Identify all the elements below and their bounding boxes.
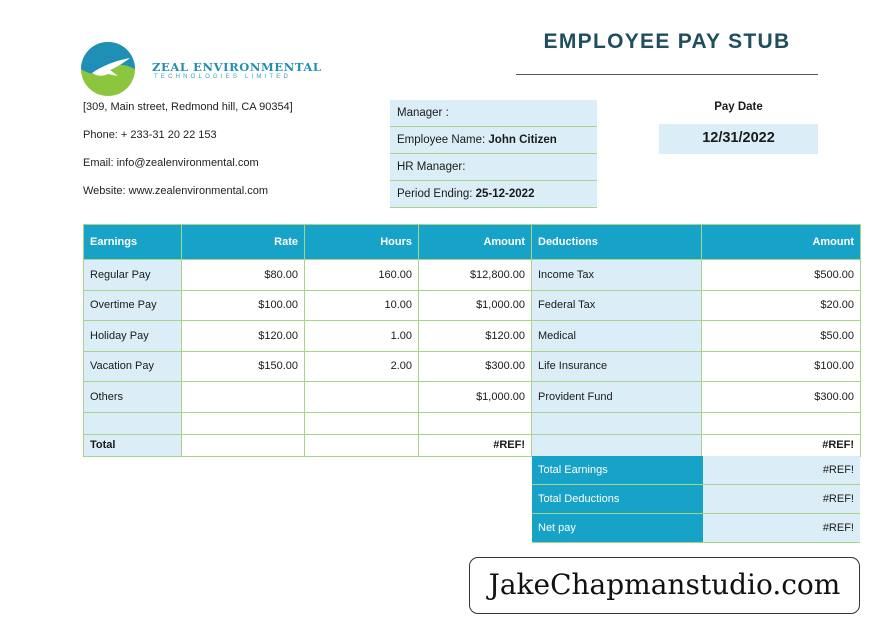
total-label: Total <box>84 434 182 456</box>
company-logo <box>78 40 322 96</box>
summary-value: #REF! <box>703 514 860 542</box>
table-row <box>84 382 861 413</box>
deduction-amount: $50.00 <box>702 321 861 352</box>
summary-value: #REF! <box>703 485 860 513</box>
summary-row <box>532 514 860 543</box>
employee-name-row <box>390 127 597 154</box>
earnings-deductions-table <box>83 224 861 457</box>
header-amount: Amount <box>419 225 532 260</box>
manager-label: Manager : <box>397 107 449 119</box>
period-ending-label: Period Ending: <box>397 188 476 200</box>
summary-label: Total Earnings <box>532 456 703 484</box>
earning-amount: $120.00 <box>419 321 532 352</box>
title-divider <box>516 74 818 75</box>
watermark: JakeChapmanstudio.com <box>469 557 860 614</box>
earning-label: Others <box>84 382 182 413</box>
company-phone: Phone: + 233-31 20 22 153 <box>83 129 217 141</box>
deduction-amount: $300.00 <box>702 382 861 413</box>
earning-rate: $100.00 <box>182 290 305 321</box>
table-header-row <box>84 225 861 260</box>
header-hours: Hours <box>305 225 419 260</box>
company-email: Email: info@zealenvironmental.com <box>83 157 259 169</box>
logo-emblem-icon <box>78 40 144 96</box>
earning-hours: 160.00 <box>305 260 419 291</box>
deduction-label: Provident Fund <box>532 382 702 413</box>
employee-info-panel <box>390 100 597 208</box>
manager-row <box>390 100 597 127</box>
period-ending-row <box>390 181 597 208</box>
pay-date-label: Pay Date <box>714 101 763 113</box>
table-row <box>84 290 861 321</box>
company-address: [309, Main street, Redmond hill, CA 90354] <box>83 101 293 113</box>
pay-date-value: 12/31/2022 <box>659 124 818 154</box>
table-total-row <box>84 434 861 456</box>
total-deductions-amount: #REF! <box>702 434 861 456</box>
deduction-amount: $20.00 <box>702 290 861 321</box>
table-row <box>84 260 861 291</box>
earning-hours: 2.00 <box>305 351 419 382</box>
earning-amount: $300.00 <box>419 351 532 382</box>
earning-amount: $1,000.00 <box>419 290 532 321</box>
summary-value: #REF! <box>703 456 860 484</box>
hr-manager-label: HR Manager: <box>397 161 466 173</box>
earning-label: Overtime Pay <box>84 290 182 321</box>
earning-rate <box>182 382 305 413</box>
employee-name-value: John Citizen <box>488 134 557 146</box>
company-website: Website: www.zealenvironmental.com <box>83 185 269 197</box>
deduction-label: Income Tax <box>532 260 702 291</box>
earning-amount: $12,800.00 <box>419 260 532 291</box>
deduction-label: Life Insurance <box>532 351 702 382</box>
pay-summary <box>532 456 860 543</box>
earning-rate: $80.00 <box>182 260 305 291</box>
summary-row <box>532 485 860 514</box>
earning-label: Holiday Pay <box>84 321 182 352</box>
employee-name-label: Employee Name: <box>397 134 489 146</box>
deduction-amount: $500.00 <box>702 260 861 291</box>
earning-rate: $120.00 <box>182 321 305 352</box>
earning-label: Vacation Pay <box>84 351 182 382</box>
summary-label: Total Deductions <box>532 485 703 513</box>
header-rate: Rate <box>182 225 305 260</box>
period-ending-value: 25-12-2022 <box>475 188 535 200</box>
header-deduction-amount: Amount <box>702 225 861 260</box>
header-deductions: Deductions <box>532 225 702 260</box>
company-details <box>83 101 293 213</box>
summary-row <box>532 456 860 485</box>
table-row-empty <box>84 412 861 434</box>
header-earnings: Earnings <box>84 225 182 260</box>
page-title: EMPLOYEE PAY STUB <box>543 30 791 53</box>
earning-hours: 1.00 <box>305 321 419 352</box>
earning-amount: $1,000.00 <box>419 382 532 413</box>
company-name: ZEAL ENVIRONMENTAL <box>152 60 322 74</box>
summary-label: Net pay <box>532 514 703 542</box>
deduction-amount: $100.00 <box>702 351 861 382</box>
earning-hours <box>305 382 419 413</box>
hr-manager-row <box>390 154 597 181</box>
earning-label: Regular Pay <box>84 260 182 291</box>
total-earnings-amount: #REF! <box>419 434 532 456</box>
deduction-label: Federal Tax <box>532 290 702 321</box>
earning-hours: 10.00 <box>305 290 419 321</box>
company-subtitle: TECHNOLOGIES LIMITED <box>154 74 292 80</box>
deduction-label: Medical <box>532 321 702 352</box>
table-row <box>84 351 861 382</box>
table-row <box>84 321 861 352</box>
earning-rate: $150.00 <box>182 351 305 382</box>
